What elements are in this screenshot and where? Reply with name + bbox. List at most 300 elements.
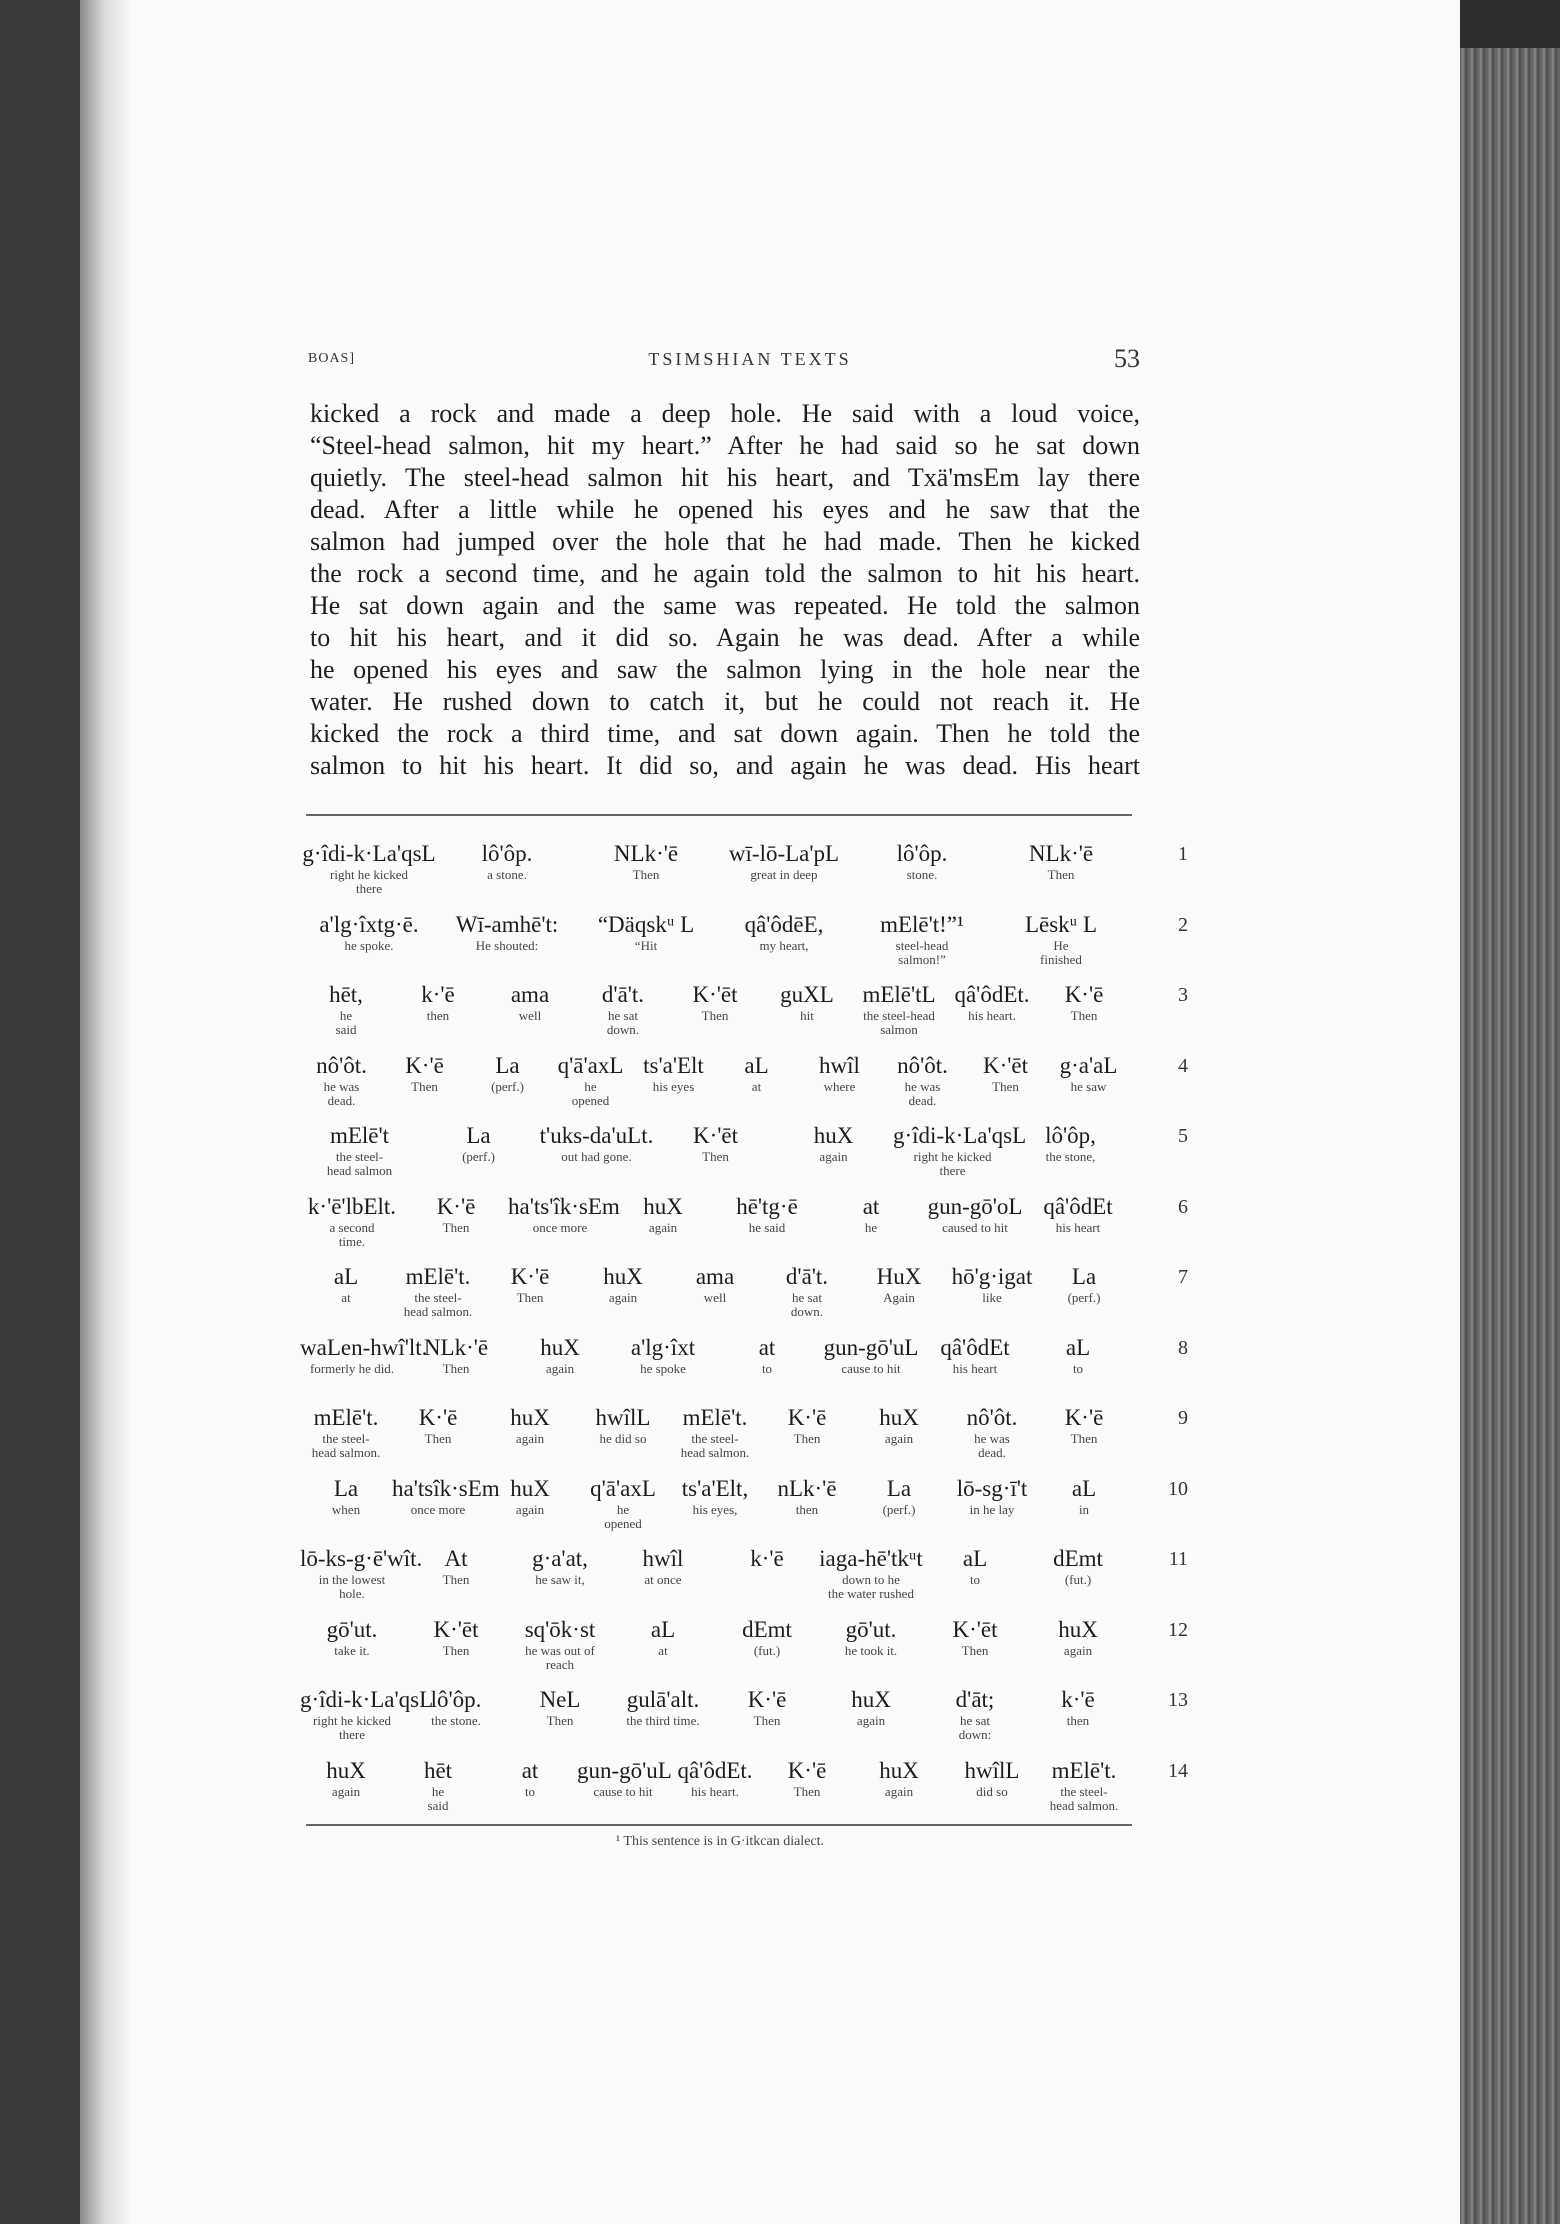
adjacent-page-shadow xyxy=(0,0,80,2224)
line-number: 5 xyxy=(1178,1125,1188,1147)
line-number: 2 xyxy=(1178,914,1188,936)
english-gloss: again xyxy=(608,1290,638,1305)
tsimshian-word: at xyxy=(521,1758,539,1783)
tsimshian-word: HuX xyxy=(876,1264,922,1289)
gloss-word xyxy=(1047,1052,1130,1094)
tsimshian-word: K·'ē xyxy=(418,1405,458,1430)
english-gloss: again xyxy=(648,1220,678,1235)
gloss-word xyxy=(632,1052,715,1094)
english-gloss: at xyxy=(658,1643,668,1658)
line-number: 12 xyxy=(1168,1619,1188,1641)
gloss-word xyxy=(577,1757,672,1799)
gloss-word xyxy=(715,1334,819,1376)
tsimshian-word: qâ'ôdēE, xyxy=(744,912,824,937)
gloss-word xyxy=(853,1263,945,1305)
tsimshian-word: qâ'ôdEt xyxy=(940,1335,1010,1360)
english-gloss: once more xyxy=(410,1502,466,1517)
gloss-word xyxy=(611,1193,715,1235)
interlinear-line xyxy=(300,1334,1188,1406)
english-gloss: again xyxy=(515,1502,545,1517)
tsimshian-word: K·'ē xyxy=(787,1758,827,1783)
running-head-author: BOAS] xyxy=(308,351,356,366)
tsimshian-word: nLk·'ē xyxy=(777,1476,837,1501)
gloss-word xyxy=(992,911,1130,967)
english-gloss: hit xyxy=(800,1008,814,1023)
english-gloss: a stone. xyxy=(487,867,527,882)
gloss-word xyxy=(923,1193,1027,1235)
gloss-word xyxy=(300,1475,392,1517)
tsimshian-word: NLk·'ē xyxy=(423,1335,489,1360)
tsimshian-word: huX xyxy=(510,1476,550,1501)
english-gloss: (perf.) xyxy=(882,1502,916,1517)
tsimshian-word: gō'ut. xyxy=(845,1617,897,1642)
english-gloss: “Hit xyxy=(634,938,658,953)
tsimshian-word: huX xyxy=(879,1405,919,1430)
tsimshian-word: K·'ēt xyxy=(952,1617,998,1642)
english-gloss: Then xyxy=(753,1713,781,1728)
tsimshian-word: K·'ē xyxy=(787,1405,827,1430)
tsimshian-word: K·'ē xyxy=(510,1264,550,1289)
english-gloss: he sat down. xyxy=(790,1290,824,1319)
tsimshian-word: huX xyxy=(851,1687,891,1712)
english-gloss: he was out of reach xyxy=(525,1643,595,1672)
gloss-word xyxy=(611,1616,715,1658)
tsimshian-word: k·'ē'lbElt. xyxy=(307,1194,397,1219)
gloss-word xyxy=(923,1616,1027,1658)
tsimshian-word: NLk·'ē xyxy=(613,841,679,866)
tsimshian-word: huX xyxy=(1058,1617,1098,1642)
gloss-word xyxy=(611,1686,715,1728)
gloss-word xyxy=(300,1404,392,1460)
gloss-word xyxy=(392,1757,484,1813)
tsimshian-word: d'āt; xyxy=(955,1687,995,1712)
english-gloss: stone. xyxy=(906,867,938,882)
gloss-word xyxy=(1026,1686,1130,1728)
english-gloss: Then xyxy=(1047,867,1075,882)
gloss-word xyxy=(383,1052,466,1094)
english-gloss: at xyxy=(751,1079,762,1094)
gloss-word xyxy=(611,1545,715,1587)
gloss-word xyxy=(392,1263,484,1319)
tsimshian-word: ha'ts'îk·sEm xyxy=(508,1194,620,1219)
tsimshian-word: ts'a'Elt xyxy=(643,1053,704,1078)
english-gloss: Then xyxy=(516,1290,544,1305)
english-gloss: right he kicked there xyxy=(913,1149,992,1178)
tsimshian-word: k·'ē xyxy=(421,982,455,1007)
gloss-word xyxy=(300,911,438,953)
tsimshian-word: hō'g·igat xyxy=(951,1264,1033,1289)
tsimshian-word: guXL xyxy=(780,982,834,1007)
english-gloss: Then xyxy=(793,1431,821,1446)
tsimshian-word: sq'ōk·st xyxy=(524,1617,596,1642)
english-gloss: formerly he did. xyxy=(309,1361,395,1376)
english-gloss: where xyxy=(823,1079,856,1094)
interlinear-line xyxy=(300,1263,1188,1335)
english-gloss: the steel- head salmon. xyxy=(1049,1784,1119,1813)
tsimshian-word: gun-gō'oL xyxy=(927,1194,1023,1219)
line-number: 1 xyxy=(1178,843,1188,865)
gloss-word xyxy=(946,1757,1038,1799)
english-gloss: the third time. xyxy=(626,1713,700,1728)
english-gloss: Again xyxy=(883,1290,915,1305)
gloss-word xyxy=(715,1686,819,1728)
english-gloss: the steel- head salmon xyxy=(326,1149,393,1178)
prose-line: salmon to hit his heart. It did so, and again he was dead. His heart xyxy=(310,751,1140,780)
gloss-word xyxy=(300,1545,423,1601)
prose-line: to hit his heart, and it did so. Again he was dead. After a while xyxy=(310,623,1140,652)
tsimshian-word: K·'ē xyxy=(405,1053,444,1078)
gloss-word xyxy=(761,1475,853,1517)
gloss-word xyxy=(1038,1404,1130,1446)
tsimshian-word: La xyxy=(466,1123,491,1148)
english-gloss: at xyxy=(341,1290,351,1305)
tsimshian-word: hwîl xyxy=(642,1546,684,1571)
english-gloss: Then xyxy=(961,1643,989,1658)
english-gloss: cause to hit xyxy=(841,1361,901,1376)
prose-line: quietly. The steel-head salmon hit his heart, and Txä'msEm lay there xyxy=(310,463,1140,492)
gloss-word xyxy=(964,1052,1047,1094)
tsimshian-word: g·îdi-k·La'qsL xyxy=(893,1123,1027,1148)
english-gloss: (perf.) xyxy=(491,1079,524,1094)
english-gloss: Then xyxy=(1070,1008,1098,1023)
gloss-word xyxy=(669,1404,761,1460)
tsimshian-word: NLk·'ē xyxy=(1028,841,1094,866)
gloss-word xyxy=(484,1475,576,1517)
english-gloss: again xyxy=(819,1149,848,1164)
gloss-word xyxy=(1026,1616,1130,1658)
gloss-word xyxy=(715,1052,798,1094)
english-gloss: he opened xyxy=(604,1502,642,1531)
english-gloss: Then xyxy=(424,1431,452,1446)
gloss-word xyxy=(881,1052,964,1108)
gloss-word xyxy=(300,1263,392,1305)
gloss-word xyxy=(404,1545,508,1587)
tsimshian-word: huX xyxy=(603,1264,643,1289)
tsimshian-word: gun-gō'uL xyxy=(823,1335,919,1360)
line-number: 11 xyxy=(1168,1548,1188,1570)
english-gloss: to xyxy=(761,1361,773,1376)
interlinear-line xyxy=(300,1122,1188,1194)
gloss-word xyxy=(715,840,853,882)
tsimshian-word: a'lg·îxtg·ē. xyxy=(319,912,419,937)
gloss-word xyxy=(577,1404,669,1446)
english-gloss: he opened xyxy=(571,1079,610,1108)
gloss-word xyxy=(1038,1263,1130,1305)
gloss-word xyxy=(392,1475,500,1517)
gloss-word xyxy=(853,981,945,1037)
english-gloss: he sat down: xyxy=(958,1713,992,1742)
english-gloss: He shouted: xyxy=(475,938,539,953)
gloss-word xyxy=(946,1263,1038,1305)
tsimshian-word: q'ā'axL xyxy=(557,1053,624,1078)
tsimshian-word: NeL xyxy=(539,1687,581,1712)
gloss-word xyxy=(853,1404,945,1446)
english-gloss: then xyxy=(795,1502,819,1517)
tsimshian-word: k·'ē xyxy=(1061,1687,1095,1712)
gloss-word xyxy=(798,1052,881,1094)
prose-line: he opened his eyes and saw the salmon lying in the hole near the xyxy=(310,655,1140,684)
gloss-word xyxy=(404,1193,508,1235)
tsimshian-word: ha'tsîk·sEm xyxy=(392,1476,500,1501)
tsimshian-word: La xyxy=(1071,1264,1097,1289)
tsimshian-word: Wī-amhē't: xyxy=(455,912,559,937)
english-gloss: he spoke. xyxy=(344,938,394,953)
running-head-title: TSIMSHIAN TEXTS xyxy=(648,349,852,369)
english-gloss: again xyxy=(515,1431,545,1446)
tsimshian-word: a'lg·îxt xyxy=(630,1335,696,1360)
gloss-word xyxy=(853,911,991,967)
english-gloss: his heart. xyxy=(968,1008,1016,1023)
line-number: 13 xyxy=(1168,1689,1188,1711)
gloss-word xyxy=(466,1052,549,1094)
tsimshian-word: dEmt xyxy=(1053,1546,1103,1571)
gloss-word xyxy=(1026,1334,1130,1376)
tsimshian-word: mElē'tL xyxy=(862,982,936,1007)
prose-line: the rock a second time, and he again told the salmon to hit his heart. xyxy=(310,559,1140,588)
english-gloss: when xyxy=(331,1502,361,1517)
tsimshian-word: Lēskᵘ L xyxy=(1024,912,1098,937)
footnote: ¹ This sentence is in G·itkcan dialect. xyxy=(615,1834,825,1849)
gutter-shading xyxy=(80,0,130,2224)
english-gloss: he xyxy=(864,1220,878,1235)
prose-line: kicked the rock a third time, and sat down again. Then he told the xyxy=(310,719,1140,748)
english-gloss: to xyxy=(524,1784,536,1799)
gloss-word xyxy=(300,1757,392,1799)
line-number: 10 xyxy=(1168,1478,1188,1500)
english-gloss: Then xyxy=(442,1220,470,1235)
english-gloss: to xyxy=(969,1572,981,1587)
english-gloss: out had gone. xyxy=(561,1149,632,1164)
tsimshian-word: aL xyxy=(962,1546,988,1571)
tsimshian-word: La xyxy=(886,1476,912,1501)
english-gloss: he said xyxy=(748,1220,786,1235)
english-gloss: Then xyxy=(442,1643,470,1658)
book-cover-corner xyxy=(1460,0,1560,48)
prose-line: kicked a rock and made a deep hole. He said with a loud voice, xyxy=(310,399,1140,428)
gloss-word xyxy=(508,1616,612,1672)
gloss-word xyxy=(946,1475,1038,1517)
gloss-word xyxy=(669,1475,761,1517)
gloss-word xyxy=(669,981,761,1023)
gloss-word xyxy=(715,911,853,953)
english-gloss: the steel- head salmon. xyxy=(403,1290,473,1319)
tsimshian-word: qâ'ôdEt. xyxy=(677,1758,753,1783)
english-gloss: his heart xyxy=(952,1361,998,1376)
tsimshian-word: La xyxy=(495,1053,520,1078)
line-number: 4 xyxy=(1178,1055,1188,1077)
english-gloss: he was dead. xyxy=(323,1079,360,1108)
gloss-word xyxy=(819,1616,923,1658)
tsimshian-word: at xyxy=(862,1194,880,1219)
tsimshian-word: hēt, xyxy=(329,982,363,1007)
tsimshian-word: K·'ē xyxy=(436,1194,476,1219)
tsimshian-word: hwîlL xyxy=(595,1405,651,1430)
gloss-word xyxy=(508,1545,612,1587)
tsimshian-word: huX xyxy=(510,1405,550,1430)
tsimshian-word: dEmt xyxy=(742,1617,792,1642)
tsimshian-word: mElē't. xyxy=(682,1405,748,1430)
english-gloss: Then xyxy=(411,1079,438,1094)
tsimshian-word: gō'ut. xyxy=(326,1617,378,1642)
english-gloss: he saw xyxy=(1070,1079,1107,1094)
gloss-word xyxy=(1011,1122,1130,1164)
tsimshian-word: K·'ē xyxy=(1064,982,1104,1007)
tsimshian-word: mElē't. xyxy=(313,1405,379,1430)
english-gloss: once more xyxy=(532,1220,588,1235)
gloss-word xyxy=(484,1757,576,1799)
english-gloss: his eyes, xyxy=(692,1502,738,1517)
gloss-word xyxy=(404,1616,508,1658)
english-gloss: like xyxy=(982,1290,1002,1305)
english-gloss: well xyxy=(518,1008,542,1023)
interlinear-line xyxy=(300,1052,1188,1124)
gloss-word xyxy=(484,981,576,1023)
english-gloss: then xyxy=(426,1008,450,1023)
gloss-word xyxy=(508,1193,620,1235)
tsimshian-word: La xyxy=(333,1476,359,1501)
english-gloss: in he lay xyxy=(969,1502,1015,1517)
english-gloss: steel-head salmon!” xyxy=(895,938,949,967)
line-number: 9 xyxy=(1178,1407,1188,1429)
english-gloss: he took it. xyxy=(844,1643,898,1658)
tsimshian-word: huX xyxy=(879,1758,919,1783)
tsimshian-word: K·'ē xyxy=(747,1687,787,1712)
gloss-word xyxy=(819,1334,923,1376)
gloss-word xyxy=(300,840,438,896)
gloss-word xyxy=(508,1686,612,1728)
tsimshian-word: gun-gō'uL xyxy=(577,1758,672,1783)
tsimshian-word: hwîl xyxy=(819,1053,860,1078)
gloss-word xyxy=(853,840,991,882)
tsimshian-word: nô'ôt. xyxy=(316,1053,367,1078)
english-gloss: Then xyxy=(442,1361,470,1376)
prose-line: “Steel-head salmon, hit my heart.” After he had said so he sat down xyxy=(310,431,1140,460)
tsimshian-word: K·'ēt xyxy=(433,1617,479,1642)
gloss-word xyxy=(392,1404,484,1446)
english-gloss: the steel- head salmon. xyxy=(311,1431,381,1460)
tsimshian-word: lô'ôp. xyxy=(430,1687,482,1712)
gloss-word xyxy=(819,1193,923,1235)
english-gloss: again xyxy=(884,1431,914,1446)
tsimshian-word: nô'ôt. xyxy=(966,1405,1018,1430)
gloss-word xyxy=(923,1545,1027,1587)
gloss-word xyxy=(819,1545,923,1601)
english-gloss: cause to hit xyxy=(593,1784,653,1799)
interlinear-line xyxy=(300,1475,1188,1547)
gloss-word xyxy=(715,1193,819,1235)
gloss-word xyxy=(1038,1475,1130,1517)
footnote-divider xyxy=(306,1824,1132,1826)
english-gloss: his heart xyxy=(1055,1220,1101,1235)
prose-line: He sat down again and the same was repeated. He told the salmon xyxy=(310,591,1140,620)
interlinear-line xyxy=(300,1686,1188,1758)
tsimshian-word: at xyxy=(758,1335,776,1360)
tsimshian-word: lō-sg·ī't xyxy=(956,1476,1028,1501)
tsimshian-word: aL xyxy=(333,1264,359,1289)
tsimshian-word: aL xyxy=(744,1053,769,1078)
gloss-word xyxy=(404,1334,508,1376)
english-gloss: again xyxy=(884,1784,914,1799)
english-gloss: Then xyxy=(793,1784,821,1799)
line-number: 7 xyxy=(1178,1266,1188,1288)
line-number: 6 xyxy=(1178,1196,1188,1218)
gloss-word xyxy=(300,1193,404,1249)
gloss-word xyxy=(392,981,484,1023)
gloss-word xyxy=(611,1334,715,1376)
gloss-word xyxy=(577,981,669,1037)
gloss-word xyxy=(438,911,576,953)
interlinear-line xyxy=(300,911,1188,983)
english-gloss: in the lowest hole. xyxy=(318,1572,386,1601)
gloss-word xyxy=(1026,1545,1130,1587)
tsimshian-word: waLen-hwî'lt. xyxy=(300,1335,428,1360)
english-gloss: down to he the water rushed xyxy=(828,1572,914,1601)
english-gloss: (fut.) xyxy=(753,1643,781,1658)
tsimshian-word: g·îdi-k·La'qsL xyxy=(300,1687,434,1712)
gloss-word xyxy=(537,1122,656,1164)
english-gloss: he sat down. xyxy=(606,1008,640,1037)
tsimshian-word: aL xyxy=(1065,1335,1091,1360)
gloss-word xyxy=(484,1404,576,1446)
tsimshian-word: q'ā'axL xyxy=(590,1476,656,1501)
english-gloss: again xyxy=(1063,1643,1093,1658)
tsimshian-word: mElē't. xyxy=(405,1264,471,1289)
tsimshian-word: aL xyxy=(1071,1476,1097,1501)
english-gloss: well xyxy=(703,1290,727,1305)
english-gloss: Then xyxy=(632,867,660,882)
tsimshian-word: At xyxy=(444,1546,468,1571)
english-gloss: caused to hit xyxy=(942,1220,1008,1235)
english-gloss: he saw it, xyxy=(535,1572,585,1587)
gloss-word xyxy=(761,1263,853,1319)
gloss-word xyxy=(992,840,1130,882)
tsimshian-word: hēt xyxy=(423,1758,453,1783)
tsimshian-word: g·a'aL xyxy=(1059,1053,1118,1078)
prose-line: salmon had jumped over the hole that he had made. Then he kicked xyxy=(310,527,1140,556)
gloss-word xyxy=(300,1686,434,1742)
tsimshian-word: K·'ēt xyxy=(692,1123,738,1148)
english-gloss: take it. xyxy=(334,1643,370,1658)
english-gloss: he was dead. xyxy=(974,1431,1010,1460)
tsimshian-word: lô'ôp, xyxy=(1045,1123,1096,1148)
english-gloss: Then xyxy=(992,1079,1019,1094)
gloss-word xyxy=(1038,981,1130,1023)
interlinear-line xyxy=(300,1193,1188,1265)
english-gloss: his heart. xyxy=(691,1784,739,1799)
gloss-word xyxy=(1026,1193,1130,1235)
section-divider xyxy=(306,814,1132,816)
tsimshian-word: “Däqskᵘ L xyxy=(597,912,695,937)
gloss-word xyxy=(774,1122,893,1164)
english-gloss: Then xyxy=(1070,1431,1098,1446)
tsimshian-word: huX xyxy=(813,1123,854,1148)
interlinear-line xyxy=(300,1545,1188,1617)
tsimshian-word: g·îdi-k·La'qsL xyxy=(302,841,436,866)
gloss-word xyxy=(761,981,853,1023)
tsimshian-word: mElē't!”¹ xyxy=(880,912,964,937)
gloss-word xyxy=(946,981,1038,1023)
tsimshian-word: lō-ks-g·ē'wît. xyxy=(300,1546,423,1571)
line-number: 3 xyxy=(1178,984,1188,1006)
gloss-word xyxy=(300,1052,383,1108)
gloss-word xyxy=(484,1263,576,1305)
tsimshian-word: ama xyxy=(510,982,550,1007)
gloss-word xyxy=(715,1545,819,1573)
interlinear-line xyxy=(300,981,1188,1053)
english-gloss: (fut.) xyxy=(1064,1572,1092,1587)
interlinear-line xyxy=(300,1404,1188,1476)
english-gloss: he said xyxy=(335,1008,357,1037)
